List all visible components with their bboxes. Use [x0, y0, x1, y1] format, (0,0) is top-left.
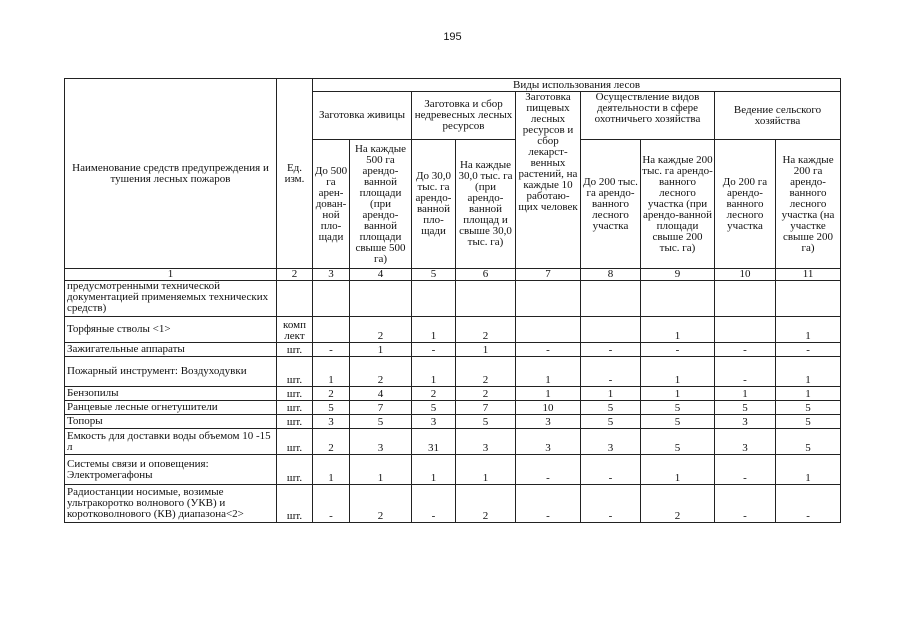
row-value-cell: 1 [313, 357, 350, 387]
row-value-cell: 2 [641, 485, 715, 523]
row-name-cell: Ранцевые лесные огнетушители [65, 401, 277, 415]
row-value-cell [516, 317, 581, 343]
row-unit-cell: шт. [277, 387, 313, 401]
row-value-cell: 5 [581, 401, 641, 415]
row-value-cell: 31 [412, 429, 456, 455]
row-unit-cell: комп лект [277, 317, 313, 343]
row-unit-cell: шт. [277, 343, 313, 357]
table-row [65, 387, 841, 401]
row-value-cell: 1 [412, 357, 456, 387]
row-name-cell: Емкость для доставки воды объемом 10 -15 л [65, 429, 277, 455]
row-value-cell: - [641, 343, 715, 357]
row-value-cell: 1 [516, 387, 581, 401]
row-value-cell: 2 [350, 357, 412, 387]
header-unit-column: Ед. изм. [277, 79, 313, 269]
row-value-cell: - [516, 485, 581, 523]
row-value-cell [776, 281, 841, 317]
row-value-cell: 3 [516, 429, 581, 455]
row-value-cell: 2 [456, 317, 516, 343]
col-number: 4 [350, 269, 412, 281]
row-value-cell: - [715, 343, 776, 357]
col-number: 3 [313, 269, 350, 281]
row-value-cell: - [412, 485, 456, 523]
header-subcol-8: До 200 тыс. га арендо-ванного лесного участка [581, 140, 641, 269]
row-value-cell [313, 281, 350, 317]
row-value-cell: 5 [776, 401, 841, 415]
row-value-cell: 10 [516, 401, 581, 415]
row-value-cell: 1 [715, 387, 776, 401]
row-value-cell: 5 [715, 401, 776, 415]
row-value-cell: - [412, 343, 456, 357]
row-value-cell: 5 [350, 415, 412, 429]
header-subcol-10: До 200 га арендо-ванного лесного участка [715, 140, 776, 269]
row-value-cell: 1 [516, 357, 581, 387]
row-value-cell: 5 [456, 415, 516, 429]
row-unit-cell: шт. [277, 429, 313, 455]
row-value-cell [715, 317, 776, 343]
row-value-cell: 1 [641, 317, 715, 343]
row-name-cell: Системы связи и оповещения: Электромегафоны [65, 455, 277, 485]
row-value-cell: 5 [412, 401, 456, 415]
row-value-cell: 3 [313, 415, 350, 429]
row-name-cell: Радиостанции носимые, возимые ультракоротко волнового (УКВ) и коротковолнового (КВ) диапазона<2> [65, 485, 277, 523]
table-row [65, 317, 841, 343]
row-name-cell: Бензопилы [65, 387, 277, 401]
row-value-cell: 7 [350, 401, 412, 415]
table-row [65, 343, 841, 357]
table-row [65, 401, 841, 415]
row-value-cell: 5 [776, 415, 841, 429]
row-value-cell: 1 [776, 317, 841, 343]
row-name-cell: Торфяные стволы <1> [65, 317, 277, 343]
header-group-agriculture: Ведение сельского хозяйства [715, 92, 841, 140]
row-unit-cell: шт. [277, 485, 313, 523]
row-value-cell: 3 [412, 415, 456, 429]
row-value-cell: 3 [715, 429, 776, 455]
row-name-cell: Зажигательные аппараты [65, 343, 277, 357]
row-value-cell: 2 [412, 387, 456, 401]
row-name-cell: Топоры [65, 415, 277, 429]
table-body [65, 281, 841, 523]
header-subcol-3: До 500 га арен-дован-ной пло-щади [313, 140, 350, 269]
header-group-nonwood: Заготовка и сбор недревесных лесных ресурсов [412, 92, 516, 140]
row-value-cell [350, 281, 412, 317]
row-value-cell: 3 [456, 429, 516, 455]
row-value-cell: 1 [641, 387, 715, 401]
col-number: 5 [412, 269, 456, 281]
row-value-cell: 5 [641, 415, 715, 429]
row-value-cell: - [516, 343, 581, 357]
col-number: 10 [715, 269, 776, 281]
row-value-cell: 3 [350, 429, 412, 455]
table-row [65, 485, 841, 523]
row-value-cell: 3 [581, 429, 641, 455]
row-value-cell: - [581, 455, 641, 485]
row-value-cell: - [715, 357, 776, 387]
row-value-cell: 1 [776, 387, 841, 401]
row-value-cell: - [581, 485, 641, 523]
row-value-cell: 5 [776, 429, 841, 455]
row-value-cell: 2 [456, 485, 516, 523]
row-value-cell: 1 [313, 455, 350, 485]
row-value-cell: 1 [776, 455, 841, 485]
row-value-cell: - [776, 485, 841, 523]
table-row [65, 455, 841, 485]
col-number: 8 [581, 269, 641, 281]
header-group-resin: Заготовка живицы [313, 92, 412, 140]
row-value-cell: 1 [776, 357, 841, 387]
row-value-cell: 1 [641, 357, 715, 387]
row-value-cell [641, 281, 715, 317]
table-header [65, 79, 841, 281]
row-value-cell: - [516, 455, 581, 485]
row-unit-cell: шт. [277, 357, 313, 387]
row-name-cell: предусмотренными технической документацией применяемых технических средств) [65, 281, 277, 317]
header-subcol-6: На каждые 30,0 тыс. га (при арендо-ванной площад и свыше 30,0 тыс. га) [456, 140, 516, 269]
table-row [65, 415, 841, 429]
row-value-cell: 2 [456, 357, 516, 387]
row-value-cell: 5 [313, 401, 350, 415]
row-value-cell: - [313, 485, 350, 523]
col-number: 9 [641, 269, 715, 281]
row-value-cell [313, 317, 350, 343]
row-value-cell [715, 281, 776, 317]
row-unit-cell: шт. [277, 415, 313, 429]
row-value-cell: 2 [350, 317, 412, 343]
row-value-cell: 1 [456, 455, 516, 485]
row-value-cell: 1 [581, 387, 641, 401]
row-value-cell: - [776, 343, 841, 357]
header-group-title: Виды использования лесов [313, 79, 841, 92]
row-value-cell [412, 281, 456, 317]
row-value-cell [581, 317, 641, 343]
row-unit-cell: шт. [277, 401, 313, 415]
row-value-cell: 1 [412, 317, 456, 343]
row-value-cell [456, 281, 516, 317]
row-value-cell: 5 [641, 429, 715, 455]
row-value-cell: 1 [350, 455, 412, 485]
row-value-cell: 5 [581, 415, 641, 429]
col-number: 6 [456, 269, 516, 281]
column-numbers-row [65, 269, 841, 281]
row-value-cell: 3 [516, 415, 581, 429]
row-value-cell: 1 [412, 455, 456, 485]
col-number: 2 [277, 269, 313, 281]
row-value-cell: - [715, 485, 776, 523]
row-value-cell [581, 281, 641, 317]
col-number: 11 [776, 269, 841, 281]
row-value-cell: 7 [456, 401, 516, 415]
header-group-hunting: Осуществление видов деятельности в сфере охотничьего хозяйства [581, 92, 715, 140]
header-subcol-9: На каждые 200 тыс. га арендо-ванного лесного участка (при арендо-ванной площади свыше 200 тыс. га) [641, 140, 715, 269]
page-number: 195 [443, 31, 462, 43]
row-value-cell: 1 [641, 455, 715, 485]
table-row [65, 357, 841, 387]
header-subcol-11: На каждые 200 га арендо-ванного лесного участка (на участке свыше 200 га) [776, 140, 841, 269]
col-number: 1 [65, 269, 277, 281]
row-unit-cell [277, 281, 313, 317]
header-group-food: Заготовка пищевых лесных ресурсов и сбор лекарст-венных растений, на каждые 10 работаю-щих человек [516, 92, 581, 269]
row-value-cell: - [715, 455, 776, 485]
header-name-column: Наименование средств предупреждения и тушения лесных пожаров [65, 79, 277, 269]
row-value-cell: 1 [350, 343, 412, 357]
row-unit-cell: шт. [277, 455, 313, 485]
row-value-cell [516, 281, 581, 317]
table-row [65, 429, 841, 455]
row-value-cell: 3 [715, 415, 776, 429]
row-value-cell: 4 [350, 387, 412, 401]
row-value-cell: 2 [313, 429, 350, 455]
row-value-cell: - [581, 343, 641, 357]
row-value-cell: 2 [313, 387, 350, 401]
row-value-cell: 2 [350, 485, 412, 523]
row-value-cell: 5 [641, 401, 715, 415]
equipment-norms-table [64, 78, 841, 523]
header-subcol-5: До 30,0 тыс. га арендо-ванной пло-щади [412, 140, 456, 269]
header-subcol-4: На каждые 500 га арендо-ванной площади (при арендо-ванной площади свыше 500 га) [350, 140, 412, 269]
row-value-cell: - [581, 357, 641, 387]
row-value-cell: 1 [456, 343, 516, 357]
row-value-cell: 2 [456, 387, 516, 401]
table-row [65, 281, 841, 317]
row-value-cell: - [313, 343, 350, 357]
row-name-cell: Пожарный инструмент: Воздуходувки [65, 357, 277, 387]
col-number: 7 [516, 269, 581, 281]
